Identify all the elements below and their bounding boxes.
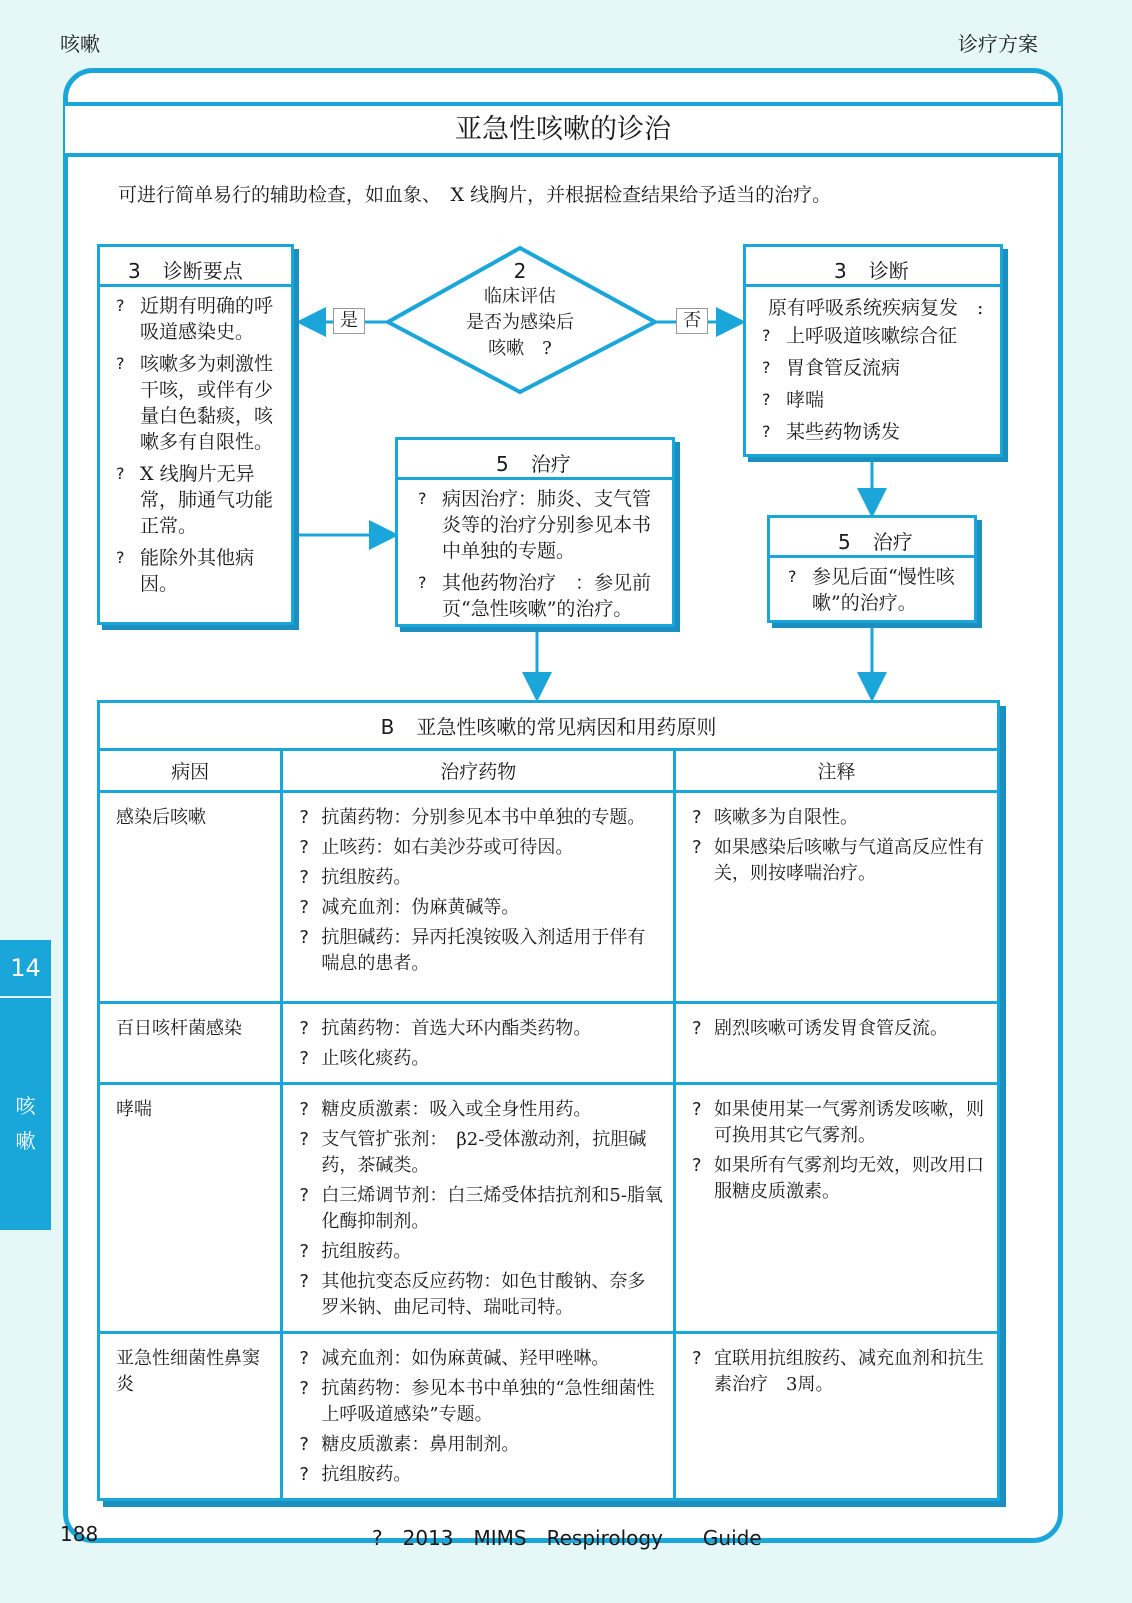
diagnosis-box xyxy=(743,244,1003,457)
notes-cell: ? 剧烈咳嗽可诱发胃食管反流。 xyxy=(675,1003,999,1084)
notes-cell: ? 如果使用某一气雾剂诱发咳嗽，则可换用其它气雾剂。 ? 如果所有气雾剂均无效，则改用口服糖皮质激素。 xyxy=(675,1084,999,1333)
list-item: ? 能除外其他病因。 xyxy=(116,547,255,595)
chapter-tab-char: 嗽 xyxy=(15,1129,36,1153)
chapter-tab-number: 14 xyxy=(0,940,51,996)
decision-node xyxy=(440,258,600,362)
page-number: 188 xyxy=(60,1522,99,1546)
list-item: ? 咳嗽多为刺激性干咳，或伴有少量白色黏痰，咳嗽多有自限性。 xyxy=(116,353,274,453)
box-header: 3 诊断 xyxy=(746,247,1000,287)
box-header: 3 诊断要点 xyxy=(100,247,291,287)
drugs-cell: ? 抗菌药物：首选大环内酯类药物。 ? 止咳化痰药。 xyxy=(282,1003,675,1084)
column-header: 病因 xyxy=(99,750,282,792)
list-item: ? 病因治疗：肺炎、支气管炎等的治疗分别参见本书中单独的专题。 xyxy=(418,488,652,562)
box-header: 5 治疗 xyxy=(770,518,974,558)
page-title: 亚急性咳嗽的诊治 xyxy=(65,102,1061,157)
column-header: 治疗药物 xyxy=(282,750,675,792)
list-item: ? 哮喘 xyxy=(762,389,825,411)
decision-number: 2 xyxy=(513,259,527,283)
diagnosis-lead: 原有呼吸系统疾病复发 : xyxy=(768,297,984,319)
list-item: ? 其他药物治疗 ：参见前页“急性咳嗽”的治疗。 xyxy=(418,572,652,620)
decision-line-3: 咳嗽 ? xyxy=(488,338,552,359)
yes-label: 是 xyxy=(333,308,365,334)
drugs-cell: ? 抗菌药物：分别参见本书中单独的专题。 ? 止咳药：如右美沙芬或可待因。 ? 抗组胺药。 ? 减充血剂：伪麻黄碱等。 ? 抗胆碱药：异丙托溴铵吸入剂适用于伴有喘息的患者。 xyxy=(282,792,675,1003)
table-caption: B 亚急性咳嗽的常见病因和用药原则 xyxy=(99,702,999,750)
diagnosis-points-box xyxy=(97,244,294,625)
cause-cell: 感染后咳嗽 xyxy=(99,792,282,1003)
cause-cell: 哮喘 xyxy=(99,1084,282,1333)
box-header: 5 治疗 xyxy=(398,440,672,480)
table-row xyxy=(99,792,999,1003)
drugs-cell: ? 减充血剂：如伪麻黄碱、羟甲唑啉。 ? 抗菌药物：参见本书中单独的“急性细菌性上呼吸道感染”专题。 ? 糖皮质激素：鼻用制剂。 ? 抗组胺药。 xyxy=(282,1333,675,1500)
treatment-box xyxy=(395,437,675,627)
list-item: ? 近期有明确的呼吸道感染史。 xyxy=(116,295,274,343)
chapter-tab-char: 咳 xyxy=(15,1094,36,1118)
footer-credit: ? 2013 MIMS Respirology Guide xyxy=(372,1526,762,1550)
table-row xyxy=(99,1333,999,1500)
list-item: ? 上呼吸道咳嗽综合征 xyxy=(762,325,958,347)
intro-text: 可进行简单易行的辅助检查，如血象、 X 线胸片，并根据检查结果给予适当的治疗。 xyxy=(118,184,832,206)
treatment-box-right xyxy=(767,515,977,623)
cause-cell: 亚急性细菌性鼻窦炎 xyxy=(99,1333,282,1500)
no-label: 否 xyxy=(676,308,708,334)
chapter-tab-label xyxy=(0,998,51,1230)
notes-cell: ? 宜联用抗组胺药、减充血剂和抗生素治疗 3周。 xyxy=(675,1333,999,1500)
table-row xyxy=(99,1084,999,1333)
drugs-cell: ? 糖皮质激素：吸入或全身性用药。 ? 支气管扩张剂： β2-受体激动剂，抗胆碱药，茶碱类。 ? 白三烯调节剂：白三烯受体拮抗剂和5-脂氧化酶抑制剂。 ? 抗组胺药。 ? 其他抗变态反应药物：如色甘酸钠、奈多罗米钠、曲尼司特、瑞吡司特。 xyxy=(282,1084,675,1333)
list-item: ? 胃食管反流病 xyxy=(762,357,901,379)
decision-line-2: 是否为感染后 xyxy=(466,312,574,333)
list-item: ? 参见后面“慢性咳嗽”的治疗。 xyxy=(788,566,955,614)
header-section-right: 诊疗方案 xyxy=(958,32,1038,56)
list-item: ? X 线胸片无异常，肺通气功能正常。 xyxy=(116,463,274,537)
notes-cell: ? 咳嗽多为自限性。 ? 如果感染后咳嗽与气道高反应性有关，则按哮喘治疗。 xyxy=(675,792,999,1003)
header-section-left: 咳嗽 xyxy=(60,32,100,56)
cause-cell: 百日咳杆菌感染 xyxy=(99,1003,282,1084)
table-row xyxy=(99,1003,999,1084)
causes-table xyxy=(97,700,1000,1501)
column-header: 注释 xyxy=(675,750,999,792)
list-item: ? 某些药物诱发 xyxy=(762,421,901,443)
decision-line-1: 临床评估 xyxy=(484,286,556,307)
